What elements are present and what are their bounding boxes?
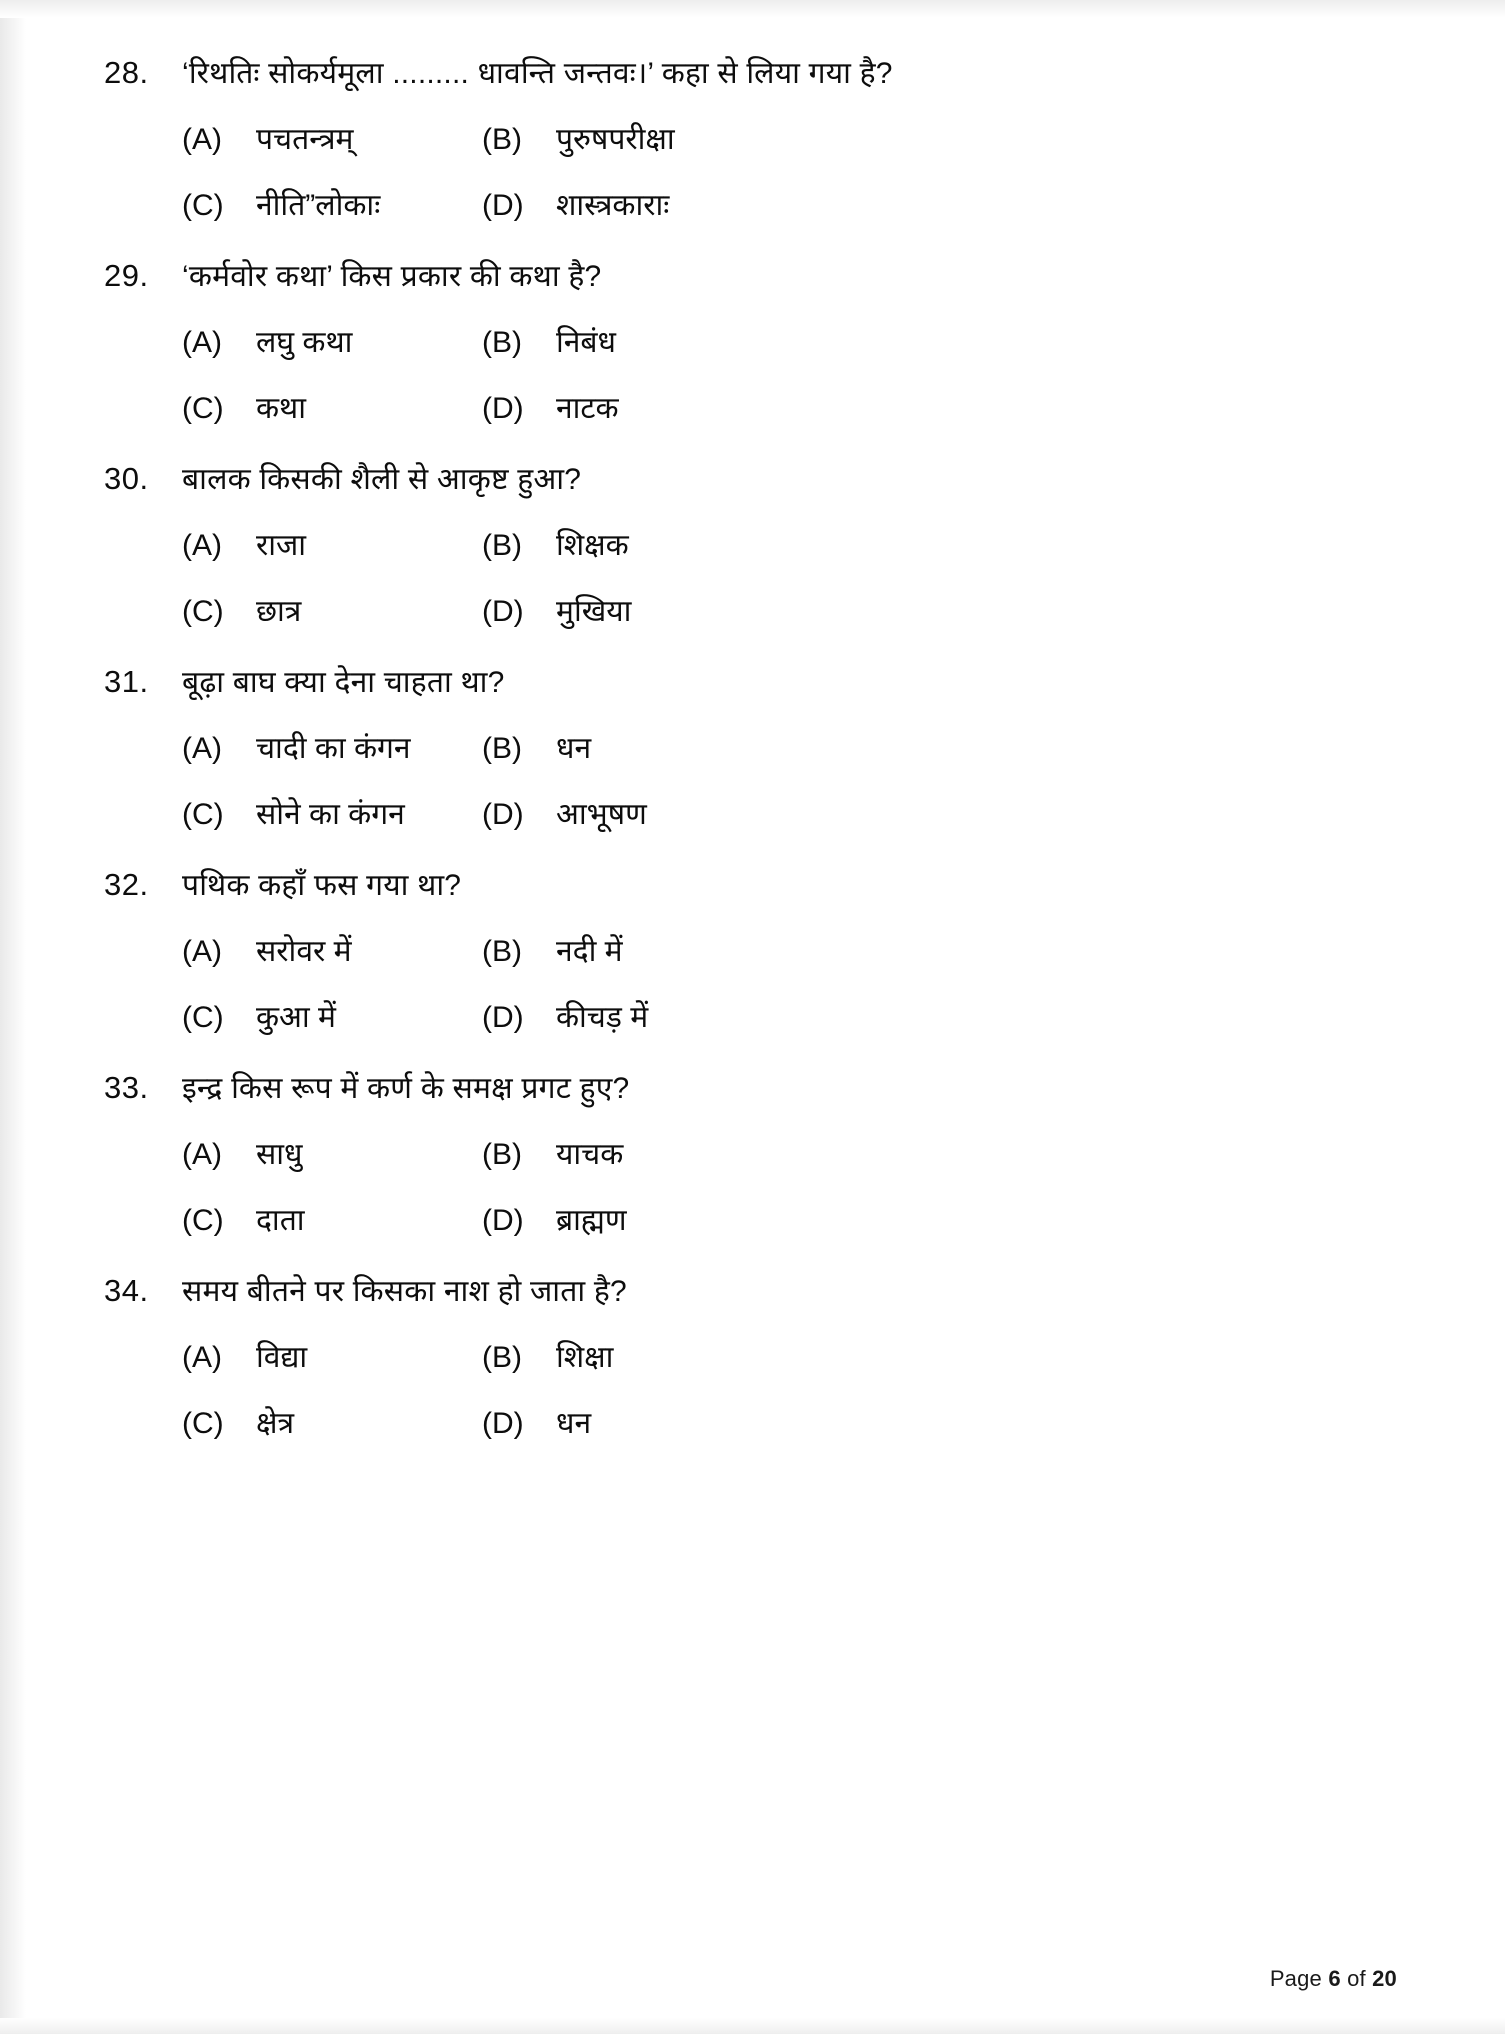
option-label: (C) (182, 1001, 224, 1034)
question-number: 29. (104, 258, 149, 293)
option-text: आभूषण (556, 798, 647, 831)
option-row (104, 782, 1114, 848)
question-text: पथिक कहाँ फस गया था? (182, 869, 462, 902)
option-row (104, 919, 1114, 985)
option-label: (C) (182, 1407, 224, 1440)
option-label: (A) (182, 529, 222, 562)
option-a[interactable] (182, 513, 482, 579)
option-b[interactable] (482, 310, 616, 376)
option-text: धन (556, 732, 592, 765)
option-label: (C) (182, 1204, 224, 1237)
option-a[interactable] (182, 107, 482, 173)
footer-page-number: 6 (1328, 1966, 1348, 1991)
option-label: (B) (482, 1341, 522, 1374)
option-a[interactable] (182, 1122, 482, 1188)
option-b[interactable] (482, 107, 675, 173)
option-a[interactable] (182, 919, 482, 985)
option-label: (D) (482, 1204, 524, 1237)
question-number: 28. (104, 55, 149, 90)
question-text: बूढ़ा बाघ क्या देना चाहता था? (182, 666, 505, 699)
option-d[interactable] (482, 173, 669, 239)
option-text: दाता (256, 1204, 305, 1237)
option-b[interactable] (482, 716, 591, 782)
scan-edge-left (0, 0, 26, 2034)
option-row (104, 1122, 1114, 1188)
option-text: निबंध (556, 326, 616, 359)
option-d[interactable] (482, 579, 631, 645)
option-text: कथा (256, 392, 306, 425)
question-heading (104, 245, 1114, 308)
option-text: कुआ में (256, 1001, 336, 1034)
option-b[interactable] (482, 1325, 613, 1391)
option-text: ब्राह्मण (556, 1204, 627, 1237)
option-label: (D) (482, 392, 524, 425)
question-number: 34. (104, 1273, 149, 1308)
scan-edge-top (0, 0, 1505, 18)
question-block (104, 42, 1114, 239)
question-text: समय बीतने पर किसका नाश हो जाता है? (182, 1275, 627, 1308)
option-label: (C) (182, 798, 224, 831)
option-text: धन (556, 1407, 592, 1440)
option-row (104, 1188, 1114, 1254)
option-label: (C) (182, 392, 224, 425)
option-d[interactable] (482, 1188, 627, 1254)
option-c[interactable] (182, 376, 482, 442)
option-label: (D) (482, 1001, 524, 1034)
option-text: साधु (256, 1138, 303, 1171)
option-text: याचक (556, 1138, 624, 1171)
question-list (104, 42, 1114, 1463)
question-text: बालक किसकी शैली से आकृष्ट हुआ? (182, 463, 582, 496)
option-label: (A) (182, 935, 222, 968)
option-row (104, 107, 1114, 173)
option-row (104, 376, 1114, 442)
option-text: नीति”लोकाः (256, 189, 381, 222)
option-d[interactable] (482, 1391, 591, 1457)
option-a[interactable] (182, 716, 482, 782)
option-text: विद्या (256, 1341, 308, 1374)
option-c[interactable] (182, 782, 482, 848)
option-row (104, 1325, 1114, 1391)
footer-prefix: Page (1269, 1966, 1329, 1991)
option-d[interactable] (482, 376, 619, 442)
option-label: (C) (182, 189, 224, 222)
option-row (104, 513, 1114, 579)
question-heading (104, 1057, 1114, 1120)
option-text: शिक्षक (556, 529, 629, 562)
option-label: (B) (482, 326, 522, 359)
option-label: (D) (482, 189, 524, 222)
question-number: 30. (104, 461, 149, 496)
question-text: ‘कर्मवोर कथा’ किस प्रकार की कथा है? (182, 260, 602, 293)
question-heading (104, 651, 1114, 714)
option-c[interactable] (182, 173, 482, 239)
option-text: नदी में (556, 935, 623, 968)
option-b[interactable] (482, 919, 623, 985)
question-heading (104, 854, 1114, 917)
option-row (104, 310, 1114, 376)
option-c[interactable] (182, 1188, 482, 1254)
question-heading (104, 1260, 1114, 1323)
question-block (104, 854, 1114, 1051)
option-a[interactable] (182, 310, 482, 376)
question-heading (104, 42, 1114, 105)
option-label: (B) (482, 935, 522, 968)
option-text: चादी का कंगन (256, 732, 411, 765)
option-label: (A) (182, 123, 222, 156)
question-number: 33. (104, 1070, 149, 1105)
option-a[interactable] (182, 1325, 482, 1391)
option-text: सरोवर में (256, 935, 352, 968)
option-text: सोने का कंगन (256, 798, 405, 831)
question-number: 32. (104, 867, 149, 902)
option-d[interactable] (482, 782, 647, 848)
option-text: क्षेत्र (256, 1407, 295, 1440)
option-label: (D) (482, 1407, 524, 1440)
option-row (104, 173, 1114, 239)
question-text: इन्द्र किस रूप में कर्ण के समक्ष प्रगट हुए? (182, 1072, 630, 1105)
option-c[interactable] (182, 579, 482, 645)
option-c[interactable] (182, 1391, 482, 1457)
question-heading (104, 448, 1114, 511)
option-text: पुरुषपरीक्षा (556, 123, 675, 156)
footer-middle: of (1347, 1966, 1373, 1991)
option-label: (A) (182, 732, 222, 765)
option-text: मुखिया (556, 595, 632, 628)
option-label: (B) (482, 732, 522, 765)
question-text: ‘रिथतिः सोकर्यमूला ......... धावन्ति जन्तवः।’ कहा से लिया गया है? (182, 57, 893, 90)
option-text: राजा (256, 529, 307, 562)
question-number: 31. (104, 664, 149, 699)
option-row (104, 985, 1114, 1051)
page-footer (1270, 1966, 1397, 1992)
option-label: (D) (482, 595, 524, 628)
option-row (104, 579, 1114, 645)
option-text: पचतन्त्रम् (256, 123, 354, 156)
option-label: (D) (482, 798, 524, 831)
option-text: छात्र (256, 595, 302, 628)
option-label: (A) (182, 1341, 222, 1374)
option-label: (C) (182, 595, 224, 628)
option-text: लघु कथा (256, 326, 353, 359)
option-text: कीचड़ में (556, 1001, 649, 1034)
option-d[interactable] (482, 985, 648, 1051)
option-label: (B) (482, 123, 522, 156)
option-text: शिक्षा (556, 1341, 614, 1374)
option-label: (A) (182, 1138, 222, 1171)
option-text: नाटक (556, 392, 619, 425)
question-block (104, 651, 1114, 848)
footer-total-pages: 20 (1372, 1966, 1397, 1991)
option-label: (A) (182, 326, 222, 359)
question-block (104, 245, 1114, 442)
question-block (104, 1057, 1114, 1254)
option-b[interactable] (482, 513, 629, 579)
option-row (104, 716, 1114, 782)
question-block (104, 1260, 1114, 1457)
option-label: (B) (482, 529, 522, 562)
option-c[interactable] (182, 985, 482, 1051)
scan-edge-bottom (0, 2018, 1505, 2034)
option-row (104, 1391, 1114, 1457)
option-text: शास्त्रकाराः (556, 189, 670, 222)
question-block (104, 448, 1114, 645)
option-label: (B) (482, 1138, 522, 1171)
option-b[interactable] (482, 1122, 623, 1188)
